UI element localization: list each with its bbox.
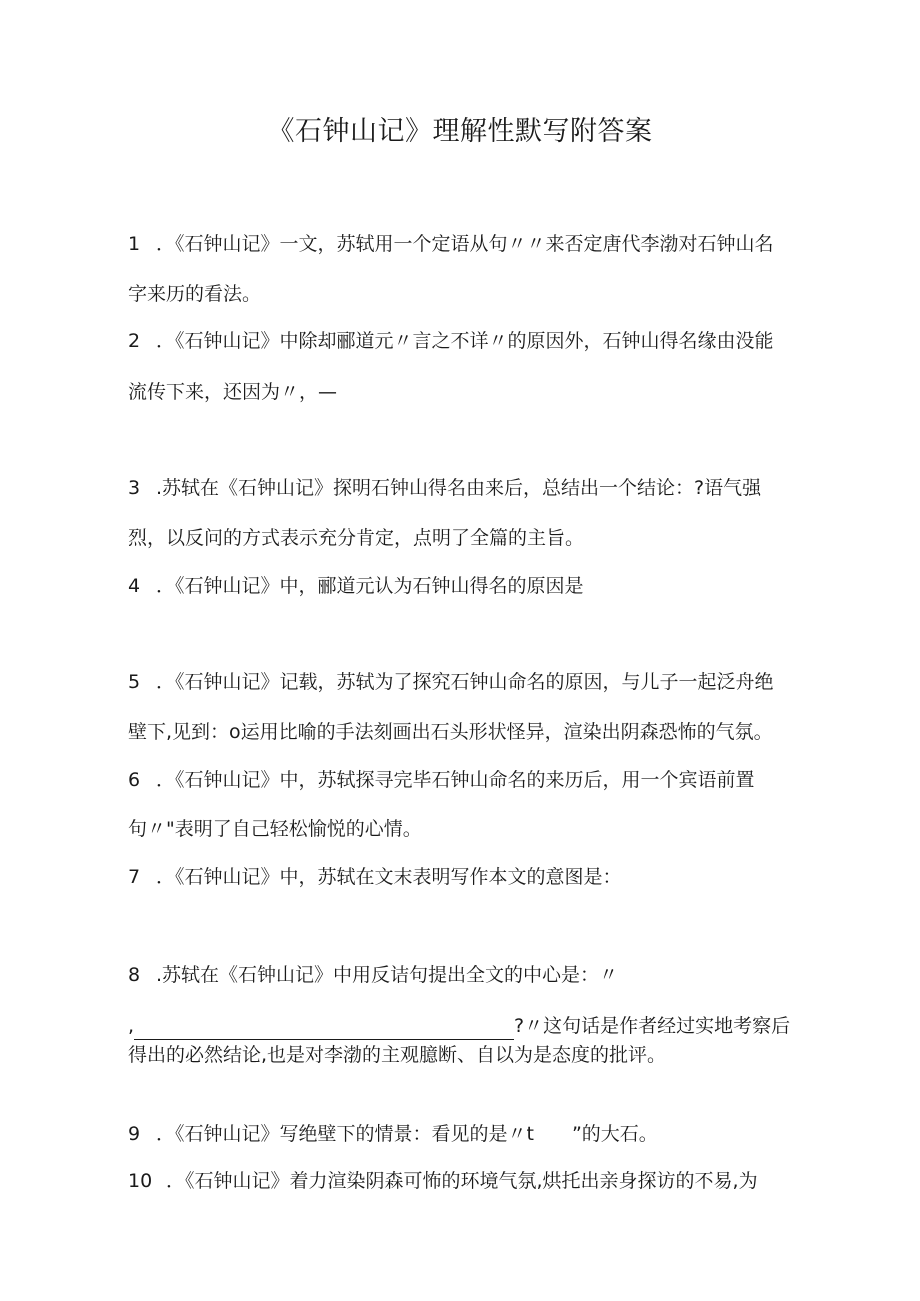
question-10-line-1: 10 ．《石钟山记》着力渲染阴森可怖的环境气氛,烘托出亲身探访的不易,为 [128,1167,808,1195]
question-7-line-1: 7 ．《石钟山记》中，苏轼在文末表明写作本文的意图是： [128,863,808,891]
question-number: 6 [128,769,141,791]
question-6-line-2: 句〃"表明了自己轻松愉悦的心情。 [128,818,422,840]
question-number: 9 [128,1123,141,1145]
question-9-line-1: 9 ．《石钟山记》写绝壁下的情景：看见的是〃t ”的大石。 [128,1120,808,1148]
question-5-line-2: 壁下,见到：o运用比喻的手法刻画出石头形状怪异，渲染出阴森恐怖的气氛。 [128,721,773,743]
question-8-line-3: 得出的必然结论,也是对李渤的主观臆断、自以为是态度的批评。 [128,1044,667,1066]
question-2-line-2: 流传下来，还因为〃，— [128,381,338,403]
question-number: 2 [128,330,141,352]
question-4-line-1: 4 ．《石钟山记》中，郦道元认为石钟山得名的原因是 [128,572,808,600]
question-number: 4 [128,575,141,597]
question-3-line-1: 3 .苏轼在《石钟山记》探明石钟山得名由来后，总结出一个结论：?语气强 [128,474,808,502]
question-number: 3 [128,477,141,499]
question-5-line-1: 5 ．《石钟山记》记载，苏轼为了探究石钟山命名的原因，与儿子一起泛舟绝 [128,668,808,696]
question-number: 10 [128,1170,153,1192]
answer-blank [134,1019,514,1040]
question-number: 7 [128,866,141,888]
question-3-line-2: 烈，以反问的方式表示充分肯定，点明了全篇的主旨。 [128,527,585,549]
question-1-line-1: 1 ．《石钟山记》一文，苏轼用一个定语从句〃〃来否定唐代李渤对石钟山名 [128,230,808,258]
document-title: 《石钟山记》理解性默写附答案 [267,116,653,147]
question-number: 1 [128,233,141,255]
question-6-line-1: 6 ．《石钟山记》中，苏轼探寻完毕石钟山命名的来历后，用一个宾语前置 [128,766,808,794]
question-8-line-2: , ?〃这句话是作者经过实地考察后 [128,1012,808,1040]
question-1-line-2: 字来历的看法。 [128,283,262,305]
question-number: 5 [128,671,141,693]
question-8-line-1: 8 .苏轼在《石钟山记》中用反诘句提出全文的中心是：〃 [128,961,808,989]
question-2-line-1: 2 ．《石钟山记》中除却郦道元〃言之不详〃的原因外，石钟山得名缘由没能 [128,327,808,355]
question-number: 8 [128,964,141,986]
